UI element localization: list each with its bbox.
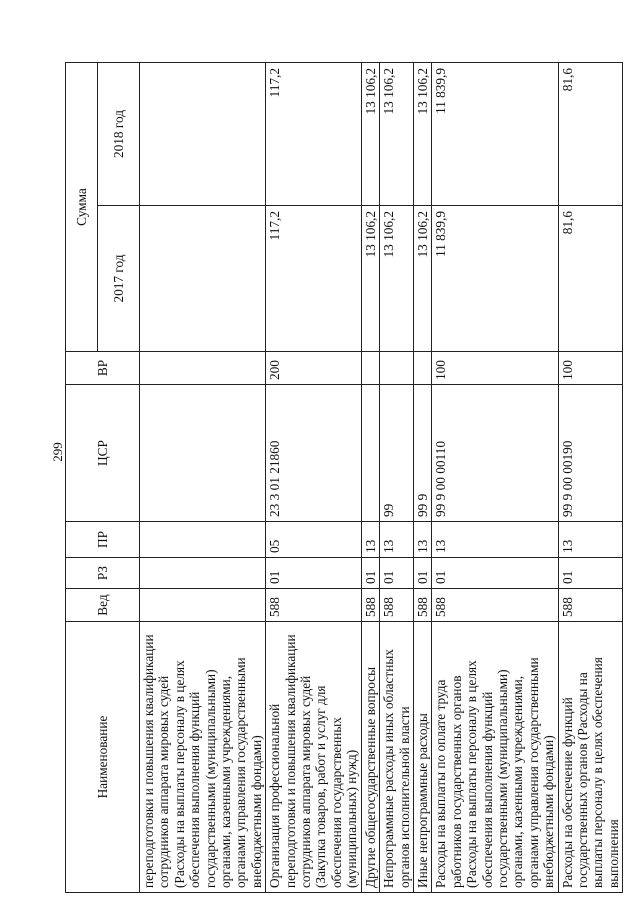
row-2018: 81,6 [558, 63, 623, 206]
row-name: Иные непрограммные расходы [413, 622, 431, 893]
row-csr: 23 3 01 21860 [266, 385, 361, 522]
row-rz: 01 [432, 558, 558, 589]
row-ved: 588 [413, 589, 431, 622]
header-csr: ЦСР [66, 385, 140, 522]
budget-table [65, 62, 623, 893]
header-rz: РЗ [66, 558, 140, 589]
row-pr [140, 522, 266, 558]
header-2018: 2018 год [98, 63, 140, 206]
row-rz: 01 [380, 558, 414, 589]
row-2017: 13 106,2 [361, 206, 379, 352]
table-row [140, 63, 266, 893]
table-row [380, 63, 414, 893]
row-ved: 588 [266, 589, 361, 622]
row-csr: 99 9 00 00110 [432, 385, 558, 522]
row-ved: 588 [361, 589, 379, 622]
header-pr: ПР [66, 522, 140, 558]
row-vr [413, 352, 431, 385]
row-rz: 01 [361, 558, 379, 589]
row-vr [140, 352, 266, 385]
row-csr: 99 9 00 00190 [558, 385, 623, 522]
row-2017: 117,2 [266, 206, 361, 352]
table-row [266, 63, 361, 893]
row-vr [361, 352, 379, 385]
header-ved: Вед [66, 589, 140, 622]
row-csr: 99 [380, 385, 414, 522]
header-2017: 2017 год [98, 206, 140, 352]
row-2017: 13 106,2 [413, 206, 431, 352]
header-sum: Сумма [66, 63, 98, 352]
row-2017 [140, 206, 266, 352]
row-pr: 13 [558, 522, 623, 558]
row-name: Непрограммные расходы иных областных органов исполнительной власти [380, 622, 414, 893]
row-ved: 588 [558, 589, 623, 622]
row-pr: 13 [413, 522, 431, 558]
row-2018: 13 106,2 [380, 63, 414, 206]
row-name: переподготовки и повышения квалификации сотрудников аппарата мировых судей (Расходы на выплаты персоналу в целях обеспечения выполнения функций государственными (муниципальными) органами, казенными учреждениями, органами управления государственными внебюджетными фондами) [140, 622, 266, 893]
header-name: Наименование [66, 622, 140, 893]
row-name: Организация профессиональной переподготовки и повышения квалификации сотрудников аппарата мировых судей (Закупка товаров, работ и услуг для обеспечения государственных (муниципальных) нужд) [266, 622, 361, 893]
row-pr: 13 [380, 522, 414, 558]
row-2018 [140, 63, 266, 206]
row-rz [140, 558, 266, 589]
row-vr [380, 352, 414, 385]
row-2017: 11 839,9 [432, 206, 558, 352]
row-csr: 99 9 [413, 385, 431, 522]
row-vr: 100 [432, 352, 558, 385]
table-row [558, 63, 623, 893]
row-name: Расходы на обеспечение функций государственных органов (Расходы на выплаты персоналу в целях обеспечения выполнения [558, 622, 623, 893]
row-ved [140, 589, 266, 622]
rotated-table-container [65, 63, 620, 893]
row-vr: 100 [558, 352, 623, 385]
table-row [413, 63, 431, 893]
row-2018: 13 106,2 [413, 63, 431, 206]
row-2017: 81,6 [558, 206, 623, 352]
table-row [432, 63, 558, 893]
row-rz: 01 [413, 558, 431, 589]
header-vr: ВР [66, 352, 140, 385]
row-csr [361, 385, 379, 522]
row-csr [140, 385, 266, 522]
row-rz: 01 [266, 558, 361, 589]
row-ved: 588 [380, 589, 414, 622]
row-pr: 05 [266, 522, 361, 558]
row-ved: 588 [432, 589, 558, 622]
row-2018: 117,2 [266, 63, 361, 206]
row-rz: 01 [558, 558, 623, 589]
row-pr: 13 [432, 522, 558, 558]
table-row [361, 63, 379, 893]
row-2018: 13 106,2 [361, 63, 379, 206]
row-pr: 13 [361, 522, 379, 558]
row-2017: 13 106,2 [380, 206, 414, 352]
row-vr: 200 [266, 352, 361, 385]
row-2018: 11 839,9 [432, 63, 558, 206]
row-name: Расходы на выплаты по оплате труда работников государственных органов (Расходы на выплаты персоналу в целях обеспечения выполнения функций государственными (муниципальными) органами, казенными учреждениями, органами управления государственными внебюджетными фондами) [432, 622, 558, 893]
row-name: Другие общегосударственные вопросы [361, 622, 379, 893]
